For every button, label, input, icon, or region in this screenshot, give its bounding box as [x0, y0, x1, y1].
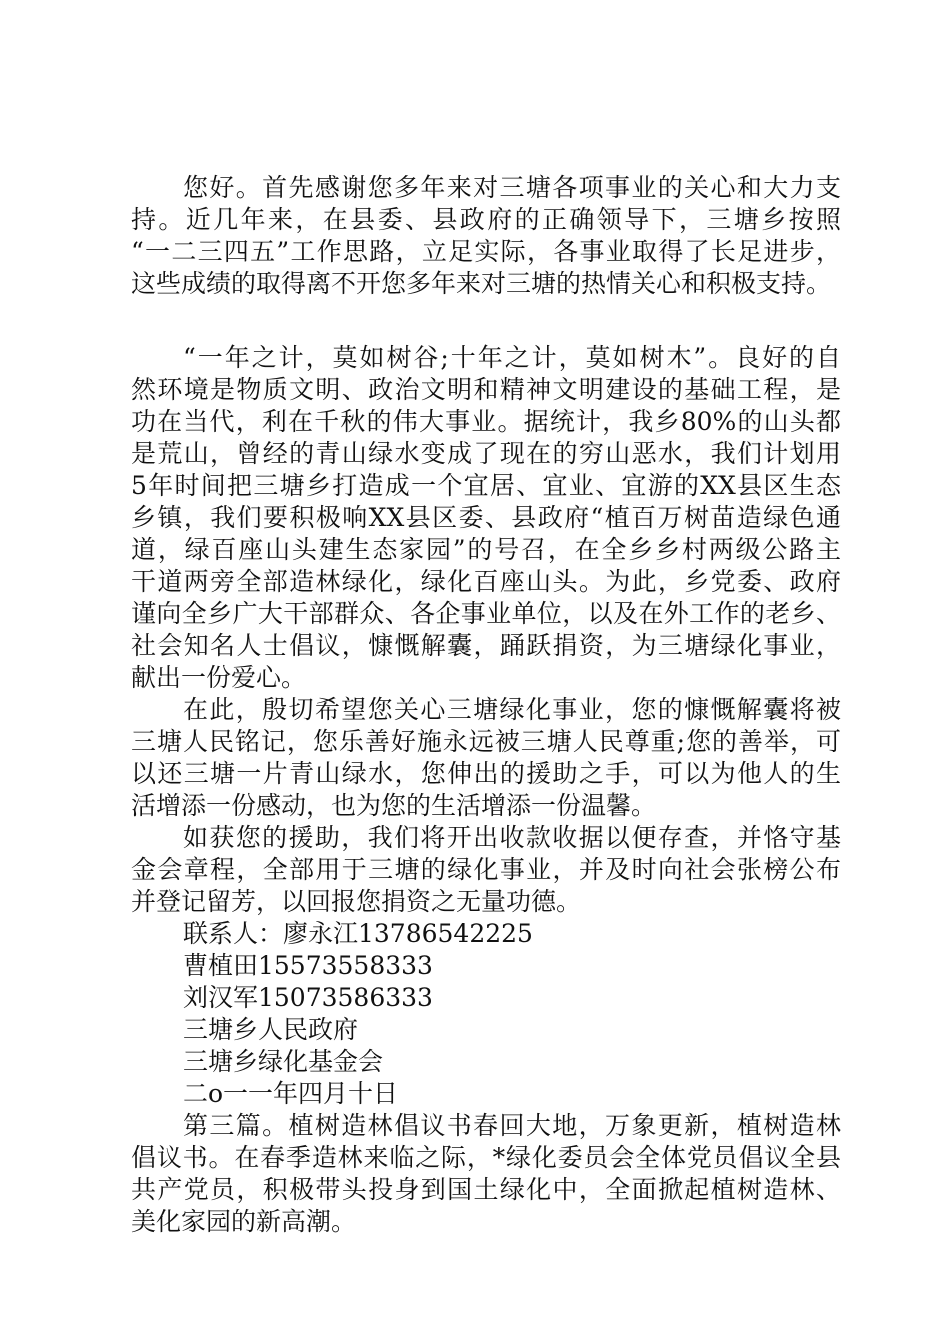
text-line: 共产党员，积极带头投身到国土绿化中，全面掀起植树造林、 [131, 1175, 841, 1204]
text-line: 活增添一份感动，也为您的生活增添一份温馨。 [131, 791, 657, 820]
text-line: 是荒山，曾经的青山绿水变成了现在的穷山恶水，我们计划用 [131, 439, 841, 468]
text-line: 功在当代，利在千秋的伟大事业。据统计，我乡80%的山头都 [131, 407, 841, 436]
text-line: 5年时间把三塘乡打造成一个宜居、宜业、宜游的XX县区生态 [131, 471, 841, 500]
text-line: 如获您的援助，我们将开出收款收据以便存查，并恪守基 [183, 823, 841, 852]
paragraph-third-section [131, 1110, 841, 1238]
text-line: “一二三四五”工作思路，立足实际，各事业取得了长足进步， [131, 237, 841, 266]
text-line: 在此，殷切希望您关心三塘绿化事业，您的慷慨解囊将被 [183, 695, 841, 724]
text-line: 三塘人民铭记，您乐善好施永远被三塘人民尊重;您的善举，可 [131, 727, 841, 756]
paragraph-greeting [131, 172, 841, 300]
signature-organization: 三塘乡绿化基金会 [183, 1047, 384, 1076]
text-line: 然环境是物质文明、政治文明和精神文明建设的基础工程，是 [131, 375, 841, 404]
text-line: 干道两旁全部造林绿化，绿化百座山头。为此，乡党委、政府 [131, 567, 841, 596]
text-line: 献出一份爱心。 [131, 663, 307, 692]
text-line: 持。近几年来，在县委、县政府的正确领导下，三塘乡按照 [131, 205, 841, 234]
paragraph-gap [131, 300, 841, 342]
text-line: 乡镇，我们要积极响XX县区委、县政府“植百万树苗造绿色通 [131, 503, 841, 532]
contact-person: 曹植田15573558333 [183, 951, 433, 980]
text-line: 美化家园的新高潮。 [131, 1207, 357, 1236]
text-line: 倡议书。在春季造林来临之际，*绿化委员会全体党员倡议全县 [131, 1143, 841, 1172]
text-line: “一年之计，莫如树谷;十年之计，莫如树木”。良好的自 [183, 343, 841, 372]
text-line: 并登记留芳，以回报您捐资之无量功德。 [131, 887, 582, 916]
text-line: 谨向全乡广大干部群众、各企事业单位，以及在外工作的老乡、 [131, 599, 841, 628]
text-line: 社会知名人士倡议，慷慨解囊，踊跃捐资，为三塘绿化事业， [131, 631, 841, 660]
text-line: 第三篇。植树造林倡议书春回大地，万象更新，植树造林 [183, 1111, 841, 1140]
contact-block [131, 918, 841, 1110]
paragraph-proposal [131, 342, 841, 694]
contact-person: 刘汉军15073586333 [183, 983, 433, 1012]
text-line: 以还三塘一片青山绿水，您伸出的援助之手，可以为他人的生 [131, 759, 841, 788]
contact-person: 联系人：廖永江13786542225 [183, 919, 533, 948]
text-line: 道，绿百座山头建生态家园”的号召，在全乡乡村两级公路主 [131, 535, 841, 564]
paragraph-receipt [131, 822, 841, 918]
text-line: 金会章程，全部用于三塘的绿化事业，并及时向社会张榜公布 [131, 855, 841, 884]
document-body [131, 172, 841, 1238]
text-line: 这些成绩的取得离不开您多年来对三塘的热情关心和积极支持。 [131, 269, 832, 298]
signature-date: 二o一一年四月十日 [183, 1079, 399, 1108]
signature-organization: 三塘乡人民政府 [183, 1015, 359, 1044]
text-line: 您好。首先感谢您多年来对三塘各项事业的关心和大力支 [183, 173, 841, 202]
paragraph-appeal [131, 694, 841, 822]
